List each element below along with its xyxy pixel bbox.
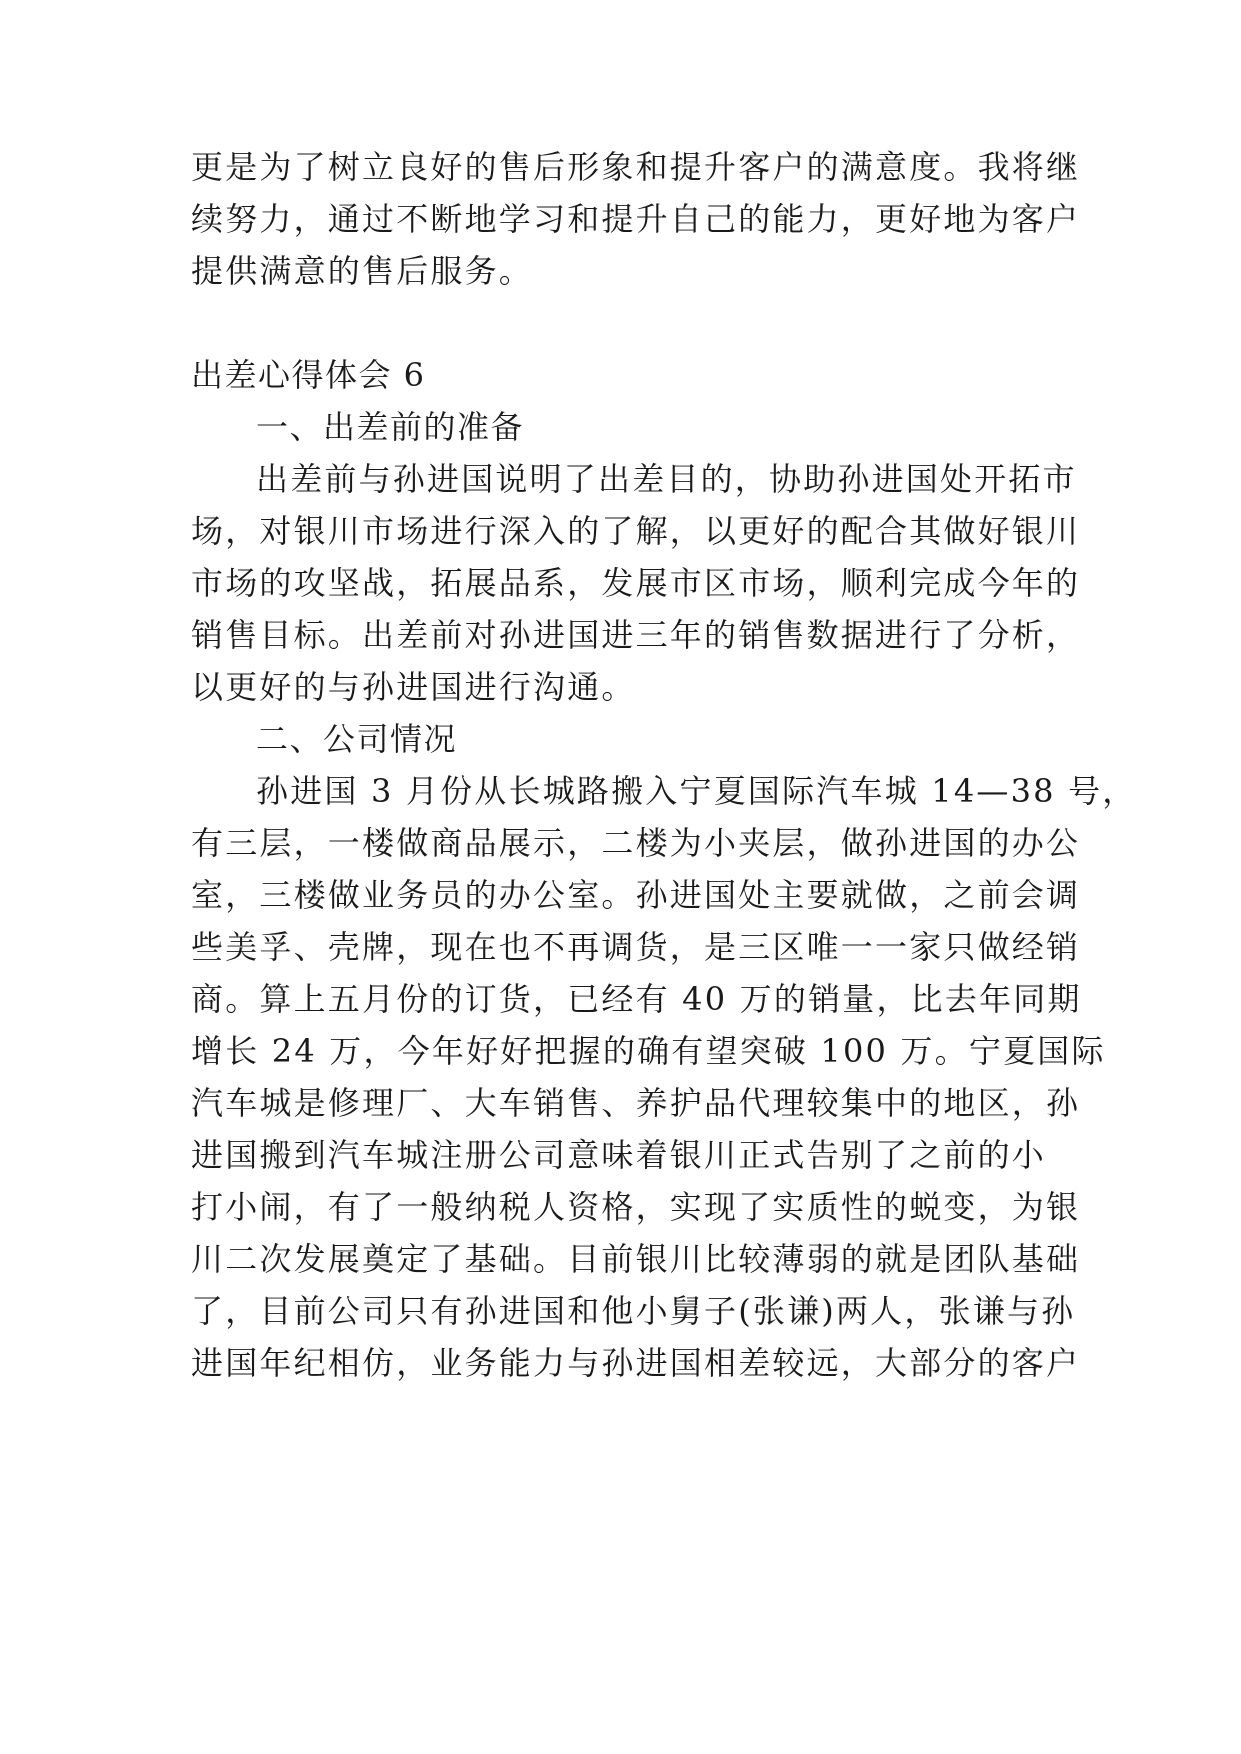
paragraph-line: 了，目前公司只有孙进国和他小舅子(张谦)两人，张谦与孙 (191, 1292, 1076, 1330)
paragraph-line: 商。算上五月份的订货，已经有 40 万的销量，比去年同期 (191, 980, 1082, 1018)
paragraph-line: 续努力，通过不断地学习和提升自己的能力，更好地为客户 (191, 200, 1081, 238)
paragraph-line: 汽车城是修理厂、大车销售、养护品代理较集中的地区，孙 (191, 1084, 1081, 1122)
section-title: 出差心得体会 6 (191, 356, 426, 394)
paragraph-line: 些美孚、壳牌，现在也不再调货，是三区唯一一家只做经销 (191, 928, 1081, 966)
paragraph-line: 室，三楼做业务员的办公室。孙进国处主要就做，之前会调 (191, 876, 1081, 914)
paragraph-line: 有三层，一楼做商品展示，二楼为小夹层，做孙进国的办公 (191, 824, 1081, 862)
paragraph-line: 孙进国 3 月份从长城路搬入宁夏国际汽车城 14—38 号， (256, 772, 1137, 810)
paragraph-line: 更是为了树立良好的售后形象和提升客户的满意度。我将继 (191, 148, 1081, 186)
paragraph-line: 提供满意的售后服务。 (191, 252, 534, 290)
paragraph-line: 进国年纪相仿，业务能力与孙进国相差较远，大部分的客户 (191, 1344, 1081, 1382)
paragraph-line: 以更好的与孙进国进行沟通。 (191, 668, 636, 706)
paragraph-line: 市场的攻坚战，拓展品系，发展市区市场，顺利完成今年的 (191, 564, 1081, 602)
paragraph-line: 销售目标。出差前对孙进国进三年的销售数据进行了分析， (191, 616, 1081, 654)
paragraph-line: 出差前与孙进国说明了出差目的，协助孙进国处开拓市 (256, 460, 1077, 498)
part2-heading: 二、公司情况 (256, 720, 458, 758)
part1-heading: 一、出差前的准备 (256, 408, 525, 446)
paragraph-line: 场，对银川市场进行深入的了解，以更好的配合其做好银川 (191, 512, 1081, 550)
paragraph-line: 进国搬到汽车城注册公司意味着银川正式告别了之前的小 (191, 1136, 1047, 1174)
paragraph-line: 增长 24 万，今年好好把握的确有望突破 100 万。宁夏国际 (191, 1032, 1106, 1070)
paragraph-line: 打小闹，有了一般纳税人资格，实现了实质性的蜕变，为银 (191, 1188, 1081, 1226)
paragraph-line: 川二次发展奠定了基础。目前银川比较薄弱的就是团队基础 (191, 1240, 1081, 1278)
